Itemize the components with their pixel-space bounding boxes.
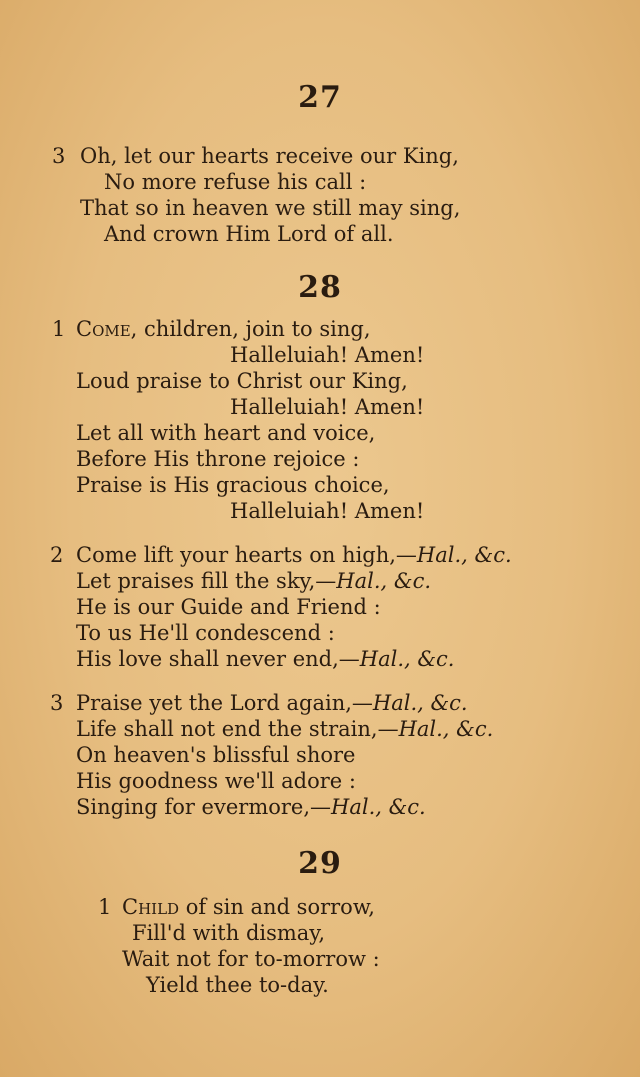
refrain-line: Halleluiah! Amen!: [230, 395, 425, 419]
verse-line: On heaven's blissful shore: [76, 743, 356, 767]
refrain-abbrev: Hal., &c.: [336, 569, 432, 593]
verse-line: Praise yet the Lord again,—Hal., &c.: [76, 691, 468, 715]
verse-line: His love shall never end,—Hal., &c.: [76, 647, 455, 671]
refrain-line: Halleluiah! Amen!: [230, 343, 425, 367]
verse-number: 2: [50, 543, 64, 567]
verse-line: That so in heaven we still may sing,: [80, 196, 461, 220]
verse-line: Fill'd with dismay,: [132, 921, 326, 945]
refrain-abbrev: Hal., &c.: [372, 691, 468, 715]
verse-line: To us He'll condescend :: [76, 621, 335, 645]
refrain-abbrev: Hal., &c.: [359, 647, 455, 671]
verse-line: Let all with heart and voice,: [76, 421, 376, 445]
verse-line: No more refuse his call :: [104, 170, 367, 194]
verse-line: Life shall not end the strain,—Hal., &c.: [76, 717, 494, 741]
verse-line: His goodness we'll adore :: [76, 769, 356, 793]
verse-line: Child of sin and sorrow,: [122, 895, 375, 919]
verse-line: Praise is His gracious choice,: [76, 473, 390, 497]
refrain-abbrev: Hal., &c.: [331, 795, 426, 819]
verse-number: 1: [52, 317, 66, 341]
verse-line: And crown Him Lord of all.: [104, 222, 394, 246]
hymn-number: 28: [298, 270, 342, 305]
first-word: Child: [122, 895, 180, 919]
verse-number: 3: [50, 691, 64, 715]
verse-line: Come, children, join to sing,: [76, 317, 371, 341]
verse-line: Singing for evermore,—Hal., &c.: [76, 795, 426, 819]
verse-line: Oh, let our hearts receive our King,: [80, 144, 459, 168]
verse-line: Wait not for to-morrow :: [122, 947, 380, 971]
verse-line: Yield thee to-day.: [146, 973, 329, 997]
verse-number: 3: [52, 144, 66, 168]
verse-number: 1: [98, 895, 112, 919]
refrain-abbrev: Hal., &c.: [398, 717, 494, 741]
verse-line: Loud praise to Christ our King,: [76, 369, 408, 393]
verse-line: He is our Guide and Friend :: [76, 595, 381, 619]
hymn-number: 29: [298, 846, 342, 881]
first-word: Come,: [76, 317, 138, 341]
page-number: 27: [298, 80, 342, 115]
verse-line: Come lift your hearts on high,—Hal., &c.: [76, 543, 512, 567]
verse-line: Let praises fill the sky,—Hal., &c.: [76, 569, 432, 593]
verse-line: Before His throne rejoice :: [76, 447, 360, 471]
refrain-line: Halleluiah! Amen!: [230, 499, 425, 523]
refrain-abbrev: Hal., &c.: [416, 543, 512, 567]
